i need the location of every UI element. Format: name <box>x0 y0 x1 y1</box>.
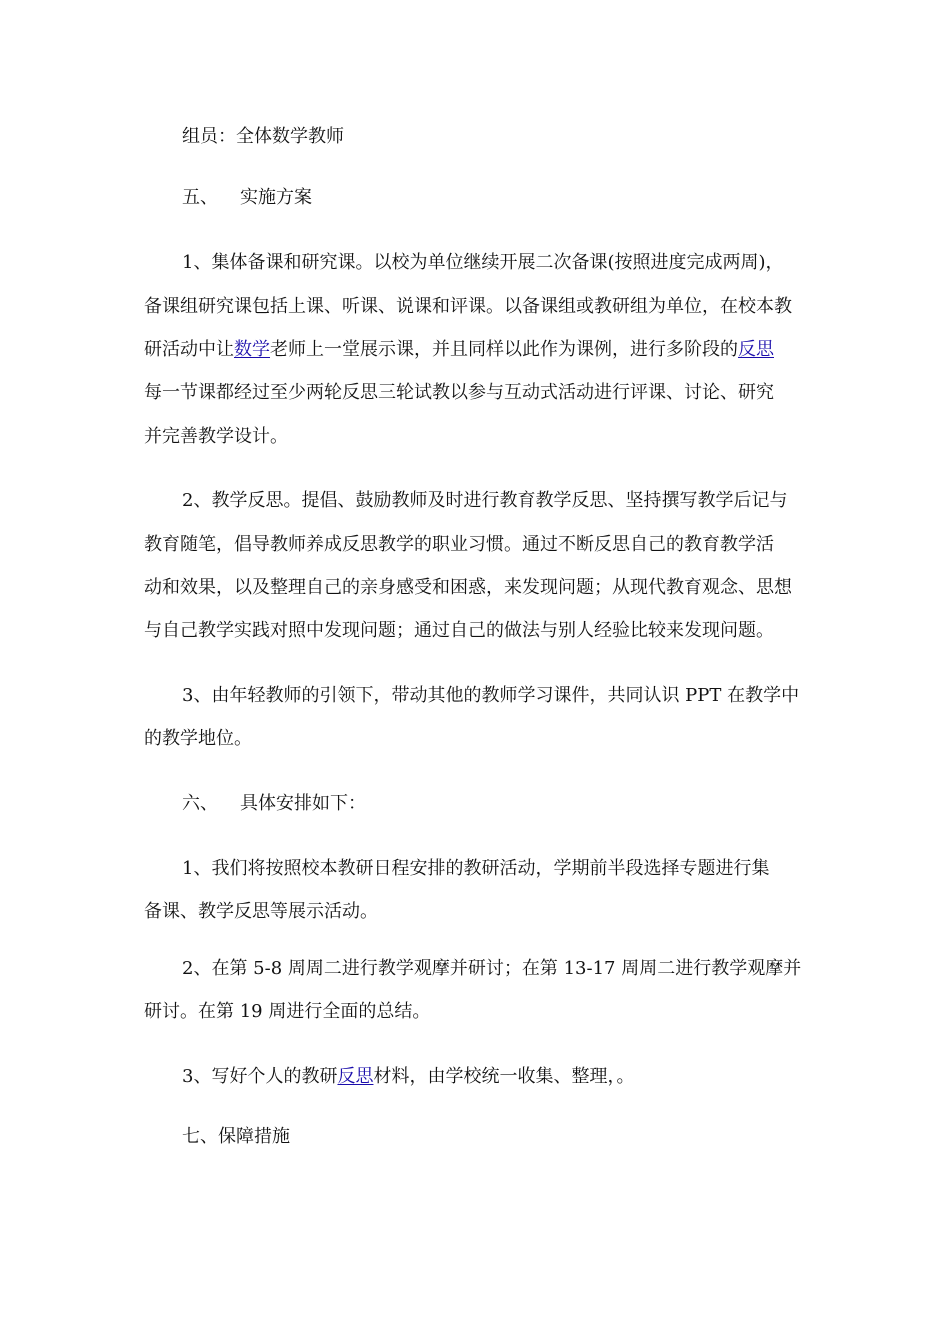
item-5-2-line-4: 与自己教学实践对照中发现问题；通过自己的做法与别人经验比较来发现问题。 <box>144 620 774 641</box>
link-math[interactable]: 数学 <box>234 339 270 360</box>
item-6-3-pre: 3、写好个人的教研 <box>182 1066 338 1087</box>
item-5-1-line-2: 备课组研究课包括上课、听课、说课和评课。以备课组或教研组为单位，在校本教 <box>144 296 792 317</box>
item-5-3-line-2: 的教学地位。 <box>144 728 252 749</box>
item-6-3-post: 材料，由学校统一收集、整理，。 <box>373 1066 635 1087</box>
item-5-1-line-3-pre: 研活动中让 <box>144 339 234 360</box>
section-six-title: 具体安排如下： <box>240 793 366 814</box>
section-six-heading <box>182 792 366 816</box>
link-reflection-2[interactable]: 反思 <box>337 1066 374 1087</box>
item-5-3-line-1: 3、由年轻教师的引领下，带动其他的教师学习课件，共同认识 PPT 在教学中 <box>182 685 800 706</box>
item-5-2-line-3: 动和效果，以及整理自己的亲身感受和困惑，来发现问题；从现代教育观念、思想 <box>144 577 792 598</box>
item-5-1-line-3 <box>144 338 774 362</box>
item-6-1-line-2: 备课、教学反思等展示活动。 <box>144 901 378 922</box>
section-five-number: 五、 <box>182 187 218 208</box>
item-6-2-line-2: 研讨。在第 19 周进行全面的总结。 <box>144 1001 431 1022</box>
section-seven-heading: 七、保障措施 <box>182 1126 290 1147</box>
item-6-2-line-1: 2、在第 5-8 周周二进行教学观摩并研讨；在第 13-17 周周二进行教学观摩并 <box>182 958 802 979</box>
item-6-3-line <box>182 1065 634 1089</box>
section-five-title: 实施方案 <box>240 187 312 208</box>
item-5-2-line-1: 2、教学反思。提倡、鼓励教师及时进行教育教学反思、坚持撰写教学后记与 <box>182 490 788 511</box>
item-6-1-line-1: 1、我们将按照校本教研日程安排的教研活动，学期前半段选择专题进行集 <box>182 858 770 879</box>
section-six-number: 六、 <box>182 793 218 814</box>
section-five-heading <box>182 186 312 210</box>
item-5-1-line-5: 并完善教学设计。 <box>144 426 288 447</box>
item-5-1-line-4: 每一节课都经过至少两轮反思三轮试教以参与互动式活动进行评课、讨论、研究 <box>144 382 774 403</box>
item-5-1-line-1: 1、集体备课和研究课。以校为单位继续开展二次备课(按照进度完成两周)， <box>182 252 784 273</box>
members-line: 组员：全体数学教师 <box>182 126 344 147</box>
item-5-2-line-2: 教育随笔，倡导教师养成反思教学的职业习惯。通过不断反思自己的教育教学活 <box>144 534 774 555</box>
item-5-1-line-3-mid: 老师上一堂展示课，并且同样以此作为课例，进行多阶段的 <box>270 339 738 360</box>
link-reflection[interactable]: 反思 <box>738 339 774 360</box>
